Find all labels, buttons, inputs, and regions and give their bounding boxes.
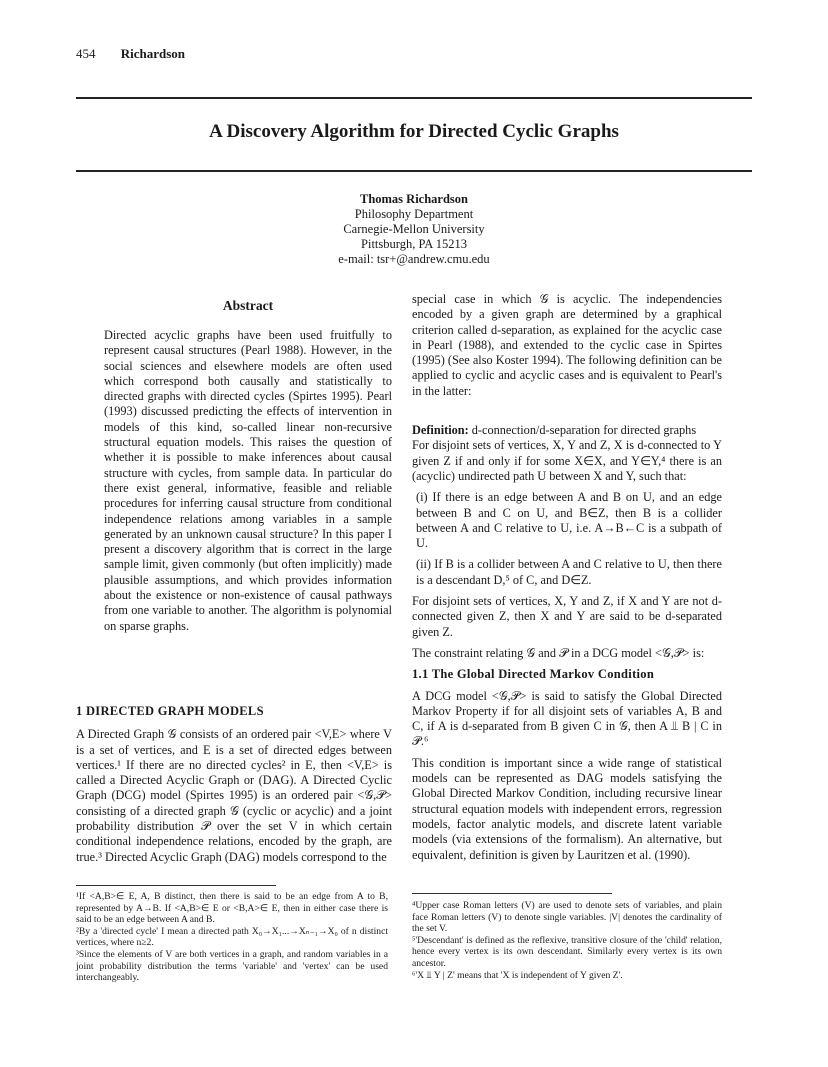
page-number: 454: [76, 46, 96, 61]
author-block: [200, 192, 628, 267]
definition-text: For disjoint sets of vertices, X, Y and Z, X is d-connected to Y given Z if and only if for some X∈X, and Y∈Y,⁴ there is an (acyclic) undirected path U between X and Y, such that:: [412, 438, 722, 483]
definition-heading: [412, 423, 722, 438]
author-name: Thomas Richardson: [359, 192, 468, 206]
footnotes-left: [76, 891, 388, 984]
footnote-3: ³Since the elements of V are both vertices in a graph, and random variables in a joint probability distribution the terms 'variable' and 'vertex' can be used interchangeably.: [76, 948, 388, 984]
subsection-heading: 1.1 The Global Directed Markov Condition: [412, 667, 655, 682]
rc-para-5: This condition is important since a wide range of statistical models can be represented as DAG models satisfying the Global Directed Markov Condition, including recursive linear structural equation models with independent errors, regression models, factor analytic models, and discrete latent variable models (via extensions of the formalism). An alternative, but equivalent, definition is given by Lauritzen et al. (1990).: [412, 755, 722, 862]
definition-item-2: (ii) If B is a collider between A and C relative to U, then there is a descendant D,⁵ of C, and D∈Z.: [416, 557, 722, 587]
footnote-4: ⁴Upper case Roman letters (V) are used to denote sets of variables, and plain face Roman letters (V) to denote single variables. |V| denotes the cardinality of the set V.: [412, 900, 722, 935]
author-dept: Philosophy Department: [354, 207, 474, 221]
author-univ: Carnegie-Mellon University: [343, 222, 485, 236]
right-column: [412, 292, 722, 869]
definition-title: d-connection/d-separation for directed graphs: [468, 423, 697, 438]
paper-title: A Discovery Algorithm for Directed Cyclic Graphs: [209, 121, 619, 142]
author-email: e-mail: tsr+@andrew.cmu.edu: [338, 252, 490, 266]
footnote-2: ²By a 'directed cycle' I mean a directed path X₀→X₁...→Xₙ₋₁→X₀ of n distinct vertices, where n≥2.: [76, 925, 388, 949]
rc-para-4: A DCG model <𝒢,𝒫> is said to satisfy the Global Directed Markov Property if for all disjoint sets of variables A, B and C, if A is d-separated from B given C in 𝒢, then A ⫫ B | C in 𝒫.⁶: [412, 688, 722, 749]
rc-para-2: For disjoint sets of vertices, X, Y and Z, if X and Y are not d-connected given Z, then X and Y are said to be d-separated given Z.: [412, 594, 722, 639]
footnote-rule-right: [412, 893, 612, 894]
rc-para-3: The constraint relating 𝒢 and 𝒫 in a DCG model <𝒢,𝒫> is:: [412, 645, 705, 660]
section-1-body: A Directed Graph 𝒢 consists of an ordered pair <V,E> where V is a set of vertices, and E is a set of directed edges between vertices.¹ If there are no directed cycles² in E, then <V,E> is called a Directed Acyclic Graph or (DAG). A Directed Cyclic Graph (DCG) model (Spirtes 1995) is an ordered pair <𝒢,𝒫> consisting of a directed graph 𝒢 (cyclic or acyclic) and a joint probability distribution 𝒫 over the set V in which certain conditional independence relations, encoded by the graph, are true.³ Directed Acyclic Graph (DAG) models correspond to the: [76, 727, 392, 864]
section-1: [76, 704, 392, 871]
definition-item-1: (i) If there is an edge between A and B on U, and an edge between B and C on U, and B∈Z, then B is a collider between A and C relative to U, i.e. A→B←C is a subpath of U.: [416, 490, 722, 551]
footnote-1: ¹If <A,B>∈ E, A, B distinct, then there is said to be an edge from A to B, represented by A→B. If <A,B>∈ E or <B,A>∈ E, then in either case there is said to be an edge between A and B.: [76, 891, 388, 926]
abstract-heading: Abstract: [222, 298, 274, 313]
title-rule-top: [76, 97, 752, 99]
definition-label: Definition:: [412, 423, 469, 438]
running-head: Richardson: [120, 46, 186, 61]
abstract-text: [104, 328, 392, 640]
author-city: Pittsburgh, PA 15213: [361, 237, 467, 251]
page-header: [76, 46, 185, 62]
footnotes-right: [412, 900, 722, 981]
footnote-5: ⁵'Descendant' is defined as the reflexive, transitive closure of the 'child' relation, hence every vertex is its own descendant. Similarly every vertex is its own ancestor.: [412, 934, 722, 969]
section-1-heading: 1 DIRECTED GRAPH MODELS: [76, 704, 264, 718]
abstract-body: Directed acyclic graphs have been used fruitfully to represent causal structures (Pearl 1988). However, in the social sciences and elsewhere models are often used which correspond both causally and statistically to directed graphs with directed cycles (Spirtes 1995). Pearl (1993) discussed predicting the effects of intervention in models of this kind, so-called linear non-recursive structural equation models. This raises the question of whether it is possible to make inferences about causal structure with cycles, from sample data. In particular do there exist general, informative, feasible and reliable procedures for inferring causal structure from conditional independence relations among variables in a sample generated by an unknown causal structure? In this paper I present a discovery algorithm that is correct in the large sample limit, given commonly (but often implicitly) made plausible assumptions, and which provides information about the existence or non-existence of causal pathways from one variable to another. The algorithm is polynomial on sparse graphs.: [104, 328, 392, 633]
rc-para-1: special case in which 𝒢 is acyclic. The independencies encoded by a given graph are determined by a graphical criterion called d-separation, as explained for the acyclic case in Pearl (1988), and extended to the cyclic case in Spirtes (1995) (See also Koster 1994). The following definition can be applied to cyclic and acyclic cases and is equivalent to Pearl's in the latter:: [412, 292, 722, 398]
title-rule-bottom: [76, 170, 752, 172]
footnote-6: ⁶'X ⫫ Y | Z' means that 'X is independent of Y given Z'.: [412, 969, 623, 981]
footnote-rule-left: [76, 885, 276, 886]
